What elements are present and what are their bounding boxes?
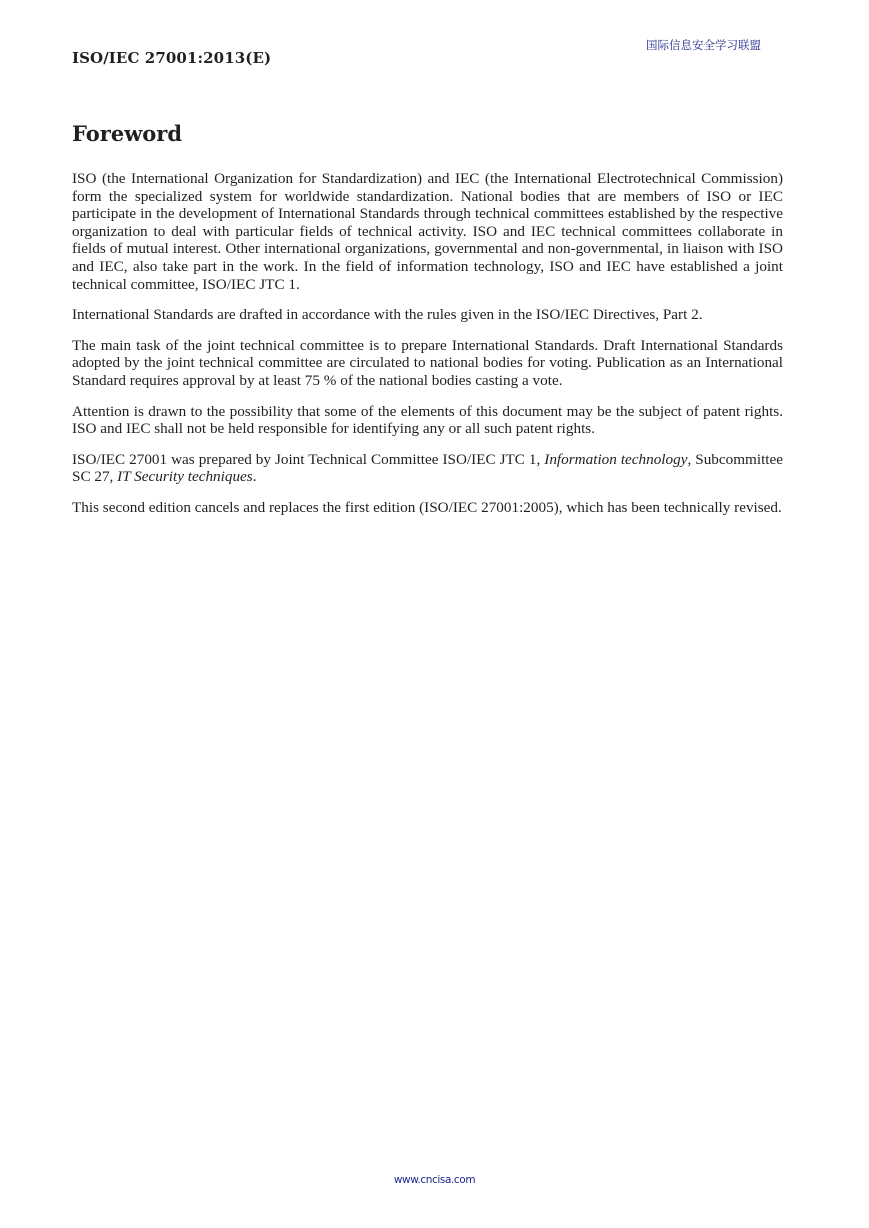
foreword-body [72,170,783,530]
paragraph-6: This second edition cancels and replaces the first edition (ISO/IEC 27001:2005), which has been technically revised. [72,498,782,516]
paragraph-5-text-b: , Subcommittee SC 27, [72,450,783,486]
paragraph-5-text-c: . [252,468,257,486]
paragraph-5 [72,451,783,486]
paragraph-5-italic-a: Information technology [544,450,688,468]
footer-link[interactable]: www.cncisa.com [393,1174,476,1186]
document-id: ISO/IEC 27001:2013(E) [72,49,272,67]
paragraph-5-text-a: ISO/IEC 27001 was prepared by Joint Technical Committee ISO/IEC JTC 1, [72,450,545,468]
paragraph-4: Attention is drawn to the possibility that some of the elements of this document may be the subject of patent rights. ISO and IEC shall not be held responsible for identifying any or all such patent rights. [72,402,783,438]
section-heading: Foreword [72,121,183,146]
paragraph-1: ISO (the International Organization for Standardization) and IEC (the International Electrotechnical Commission) form the specialized system for worldwide standardization. National bodies that are members of ISO or IEC participate in the development of International Standards through technical committees established by the respective organization to deal with particular fields of technical activity. ISO and IEC technical committees collaborate in fields of mutual interest. Other international organizations, governmental and non-governmental, in liaison with ISO and IEC, also take part in the work. In the field of information technology, ISO and IEC have established a joint technical committee, ISO/IEC JTC 1. [72,170,783,293]
paragraph-3: The main task of the joint technical committee is to prepare International Standards. Draft International Standards adopted by the joint technical committee are circulated to national bodies for voting. Publication as an International Standard requires approval by at least 75 % of the national bodies casting a vote. [72,336,783,389]
paragraph-2: International Standards are drafted in accordance with the rules given in the ISO/IEC Directives, Part 2. [72,306,703,324]
paragraph-5-italic-b: IT Security techniques [117,468,253,486]
watermark-text: 国际信息安全学习联盟 [646,38,761,52]
